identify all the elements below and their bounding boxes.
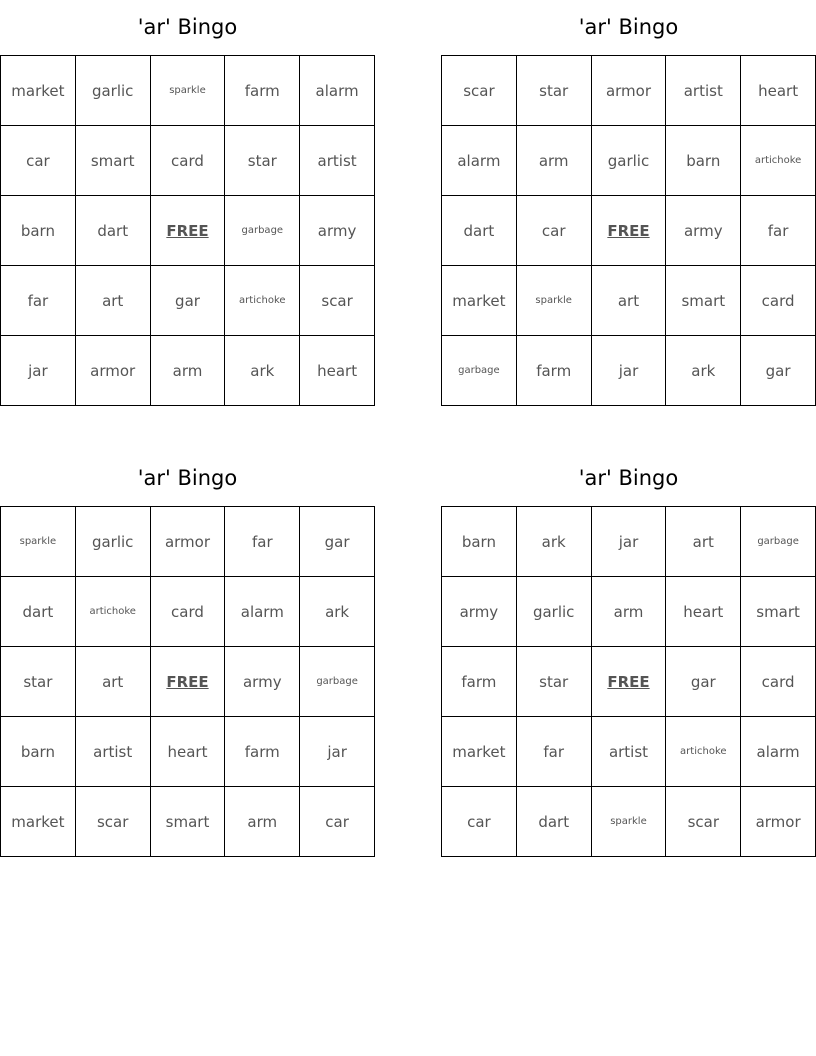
bingo-cell: smart [741, 577, 816, 647]
bingo-card-4 [441, 451, 816, 857]
bingo-grid [0, 506, 375, 857]
bingo-cell: star [225, 126, 300, 196]
bingo-cell: barn [442, 507, 517, 577]
bingo-cell: garlic [592, 126, 667, 196]
bingo-cell: farm [442, 647, 517, 717]
bingo-cell: car [300, 787, 375, 857]
bingo-cell: barn [666, 126, 741, 196]
bingo-cell: heart [741, 56, 816, 126]
bingo-cell: art [76, 266, 151, 336]
bingo-cell: army [300, 196, 375, 266]
bingo-cell: jar [1, 336, 76, 406]
bingo-cell: sparkle [517, 266, 592, 336]
bingo-cell: artichoke [225, 266, 300, 336]
bingo-cell: barn [1, 196, 76, 266]
bingo-cell: far [517, 717, 592, 787]
bingo-cell: armor [76, 336, 151, 406]
bingo-cell: artichoke [666, 717, 741, 787]
bingo-cell: artist [76, 717, 151, 787]
bingo-cell: ark [666, 336, 741, 406]
bingo-cell: art [592, 266, 667, 336]
free-space: FREE [592, 196, 667, 266]
bingo-cell: garbage [741, 507, 816, 577]
bingo-card-3 [0, 451, 375, 857]
bingo-cell: card [151, 577, 226, 647]
bingo-cell: star [1, 647, 76, 717]
bingo-cell: market [1, 56, 76, 126]
bingo-cell: far [225, 507, 300, 577]
card-title: 'ar' Bingo [578, 15, 679, 39]
bingo-cell: ark [300, 577, 375, 647]
bingo-cell: alarm [225, 577, 300, 647]
bingo-cell: car [442, 787, 517, 857]
free-space: FREE [592, 647, 667, 717]
bingo-cell: farm [225, 56, 300, 126]
bingo-cell: market [1, 787, 76, 857]
bingo-cell: star [517, 647, 592, 717]
bingo-cell: arm [592, 577, 667, 647]
bingo-cell: alarm [300, 56, 375, 126]
bingo-cell: card [151, 126, 226, 196]
bingo-cell: farm [517, 336, 592, 406]
bingo-cell: armor [741, 787, 816, 857]
bingo-cell: market [442, 266, 517, 336]
bingo-cell: scar [300, 266, 375, 336]
bingo-grid [0, 55, 375, 406]
bingo-cell: army [666, 196, 741, 266]
bingo-cell: garbage [300, 647, 375, 717]
bingo-cell: heart [300, 336, 375, 406]
bingo-cell: scar [442, 56, 517, 126]
bingo-cell: armor [592, 56, 667, 126]
bingo-cell: garbage [442, 336, 517, 406]
bingo-cell: alarm [741, 717, 816, 787]
bingo-cell: scar [76, 787, 151, 857]
bingo-cell: alarm [442, 126, 517, 196]
bingo-cell: sparkle [592, 787, 667, 857]
bingo-cell: artichoke [741, 126, 816, 196]
free-space: FREE [151, 196, 226, 266]
bingo-cell: art [76, 647, 151, 717]
bingo-cell: market [442, 717, 517, 787]
bingo-cell: dart [76, 196, 151, 266]
bingo-cell: dart [1, 577, 76, 647]
bingo-cell: garlic [76, 507, 151, 577]
bingo-cell: art [666, 507, 741, 577]
bingo-cell: dart [517, 787, 592, 857]
bingo-cell: dart [442, 196, 517, 266]
bingo-cell: gar [300, 507, 375, 577]
bingo-cell: gar [151, 266, 226, 336]
bingo-cell: artist [300, 126, 375, 196]
bingo-cell: ark [517, 507, 592, 577]
bingo-cell: sparkle [1, 507, 76, 577]
bingo-cell: arm [225, 787, 300, 857]
bingo-cell: artist [592, 717, 667, 787]
bingo-cell: garlic [517, 577, 592, 647]
bingo-cell: farm [225, 717, 300, 787]
bingo-cell: jar [300, 717, 375, 787]
card-title: 'ar' Bingo [137, 15, 238, 39]
bingo-cell: car [1, 126, 76, 196]
bingo-cell: gar [741, 336, 816, 406]
card-title: 'ar' Bingo [137, 466, 238, 490]
bingo-cell: scar [666, 787, 741, 857]
bingo-cell: armor [151, 507, 226, 577]
bingo-cell: barn [1, 717, 76, 787]
bingo-cell: gar [666, 647, 741, 717]
bingo-cell: far [1, 266, 76, 336]
bingo-cell: smart [76, 126, 151, 196]
bingo-cell: garlic [76, 56, 151, 126]
bingo-cell: ark [225, 336, 300, 406]
bingo-card-2 [441, 0, 816, 406]
bingo-cell: card [741, 647, 816, 717]
bingo-cell: far [741, 196, 816, 266]
bingo-cell: card [741, 266, 816, 336]
bingo-cell: arm [151, 336, 226, 406]
free-space: FREE [151, 647, 226, 717]
bingo-cell: jar [592, 336, 667, 406]
bingo-cell: heart [666, 577, 741, 647]
bingo-cell: smart [151, 787, 226, 857]
bingo-grid [441, 506, 816, 857]
bingo-cell: artist [666, 56, 741, 126]
bingo-cell: star [517, 56, 592, 126]
card-title: 'ar' Bingo [578, 466, 679, 490]
bingo-cell: sparkle [151, 56, 226, 126]
bingo-cell: army [225, 647, 300, 717]
bingo-cell: garbage [225, 196, 300, 266]
bingo-card-1 [0, 0, 375, 406]
bingo-cell: smart [666, 266, 741, 336]
bingo-cell: army [442, 577, 517, 647]
bingo-cell: jar [592, 507, 667, 577]
bingo-grid [441, 55, 816, 406]
bingo-cell: heart [151, 717, 226, 787]
bingo-cell: artichoke [76, 577, 151, 647]
bingo-cell: car [517, 196, 592, 266]
bingo-cell: arm [517, 126, 592, 196]
